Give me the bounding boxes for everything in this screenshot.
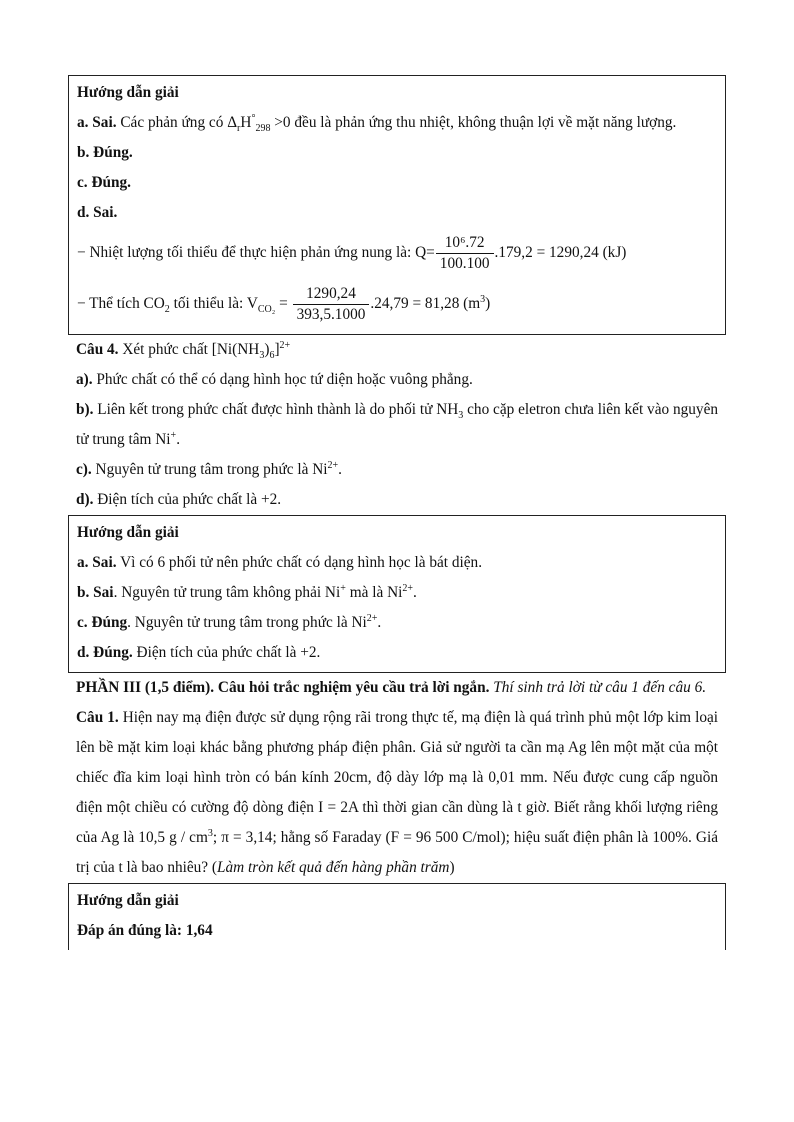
- question-text: ): [449, 859, 455, 876]
- question-text: Xét phức chất [Ni(NH: [118, 341, 260, 358]
- item-text: .: [377, 614, 382, 631]
- question-label: Câu 4.: [76, 341, 119, 358]
- subscript: CO₂: [257, 304, 276, 316]
- solution-item-c: [77, 608, 717, 638]
- option-label: a).: [76, 371, 93, 388]
- option-label: c).: [76, 461, 92, 478]
- solution-header: Hướng dẫn giải: [77, 892, 179, 909]
- question-1: [68, 703, 726, 883]
- formula-result: .24,79 = 81,28 (m: [370, 295, 481, 313]
- item-label: b. Sai: [77, 584, 114, 601]
- fraction-denominator: 393,5.1000: [296, 306, 366, 323]
- item-label: d. Đúng.: [77, 644, 133, 661]
- item-text: . Nguyên tử trung tâm không phải Ni: [113, 584, 341, 601]
- superscript: 2+: [279, 339, 291, 351]
- superscript: 2+: [327, 459, 339, 471]
- question-text: ): [264, 341, 270, 358]
- solution-item-b: [77, 578, 717, 608]
- item-label: c. Đúng: [77, 614, 128, 631]
- part-instruction: Thí sinh trả lời từ câu 1 đến câu 6.: [489, 679, 707, 696]
- option-text: Liên kết trong phức chất được hình thành là do phối tử NH: [93, 401, 459, 418]
- part-3-heading: [68, 673, 726, 703]
- question-text: Hiện nay mạ điện được sử dụng rộng rãi trong thực tế, mạ điện là quá trình phủ một lớp kim loại lên bề mặt kim loại khác bằng phương pháp điện phân. Giả sử người ta cần mạ Ag lên một mặt của một chiếc đĩa kim loại hình tròn có bán kính 20cm, độ dày lớp mạ là 0,01 mm. Nếu được cung cấp nguồn điện một chiều có cường độ dòng điện I = 2A thì thời gian cần dùng là t giờ. Biết rằng khối lượng riêng của Ag là 10,5 g / cm: [76, 709, 719, 846]
- item-text: Vì có 6 phối tử nên phức chất có dạng hình học là bát diện.: [116, 554, 483, 571]
- superscript: 2+: [402, 582, 414, 594]
- subscript: r: [237, 123, 241, 135]
- equals-sign: =: [275, 295, 292, 313]
- part-title: PHẦN III (1,5 điểm). Câu hỏi trắc nghiệm yêu cầu trả lời ngắn.: [76, 679, 490, 696]
- subscript: 298: [255, 123, 271, 135]
- formula-text: ): [485, 295, 491, 313]
- fraction-denominator: 100.100: [439, 255, 490, 272]
- item-text: Điện tích của phức chất là +2.: [132, 644, 321, 661]
- item-text: . Nguyên tử trung tâm trong phức là Ni: [127, 614, 367, 631]
- item-text: Các phản ứng có Δ: [116, 114, 238, 131]
- question-text: ]: [274, 341, 280, 358]
- solution-item-a: [77, 108, 717, 138]
- option-label: b).: [76, 401, 94, 418]
- solution-item-d: d. Sai.: [77, 204, 118, 221]
- option-label: d).: [76, 491, 94, 508]
- question-title: [76, 335, 718, 365]
- option-text: Nguyên tử trung tâm trong phức là Ni: [91, 461, 328, 478]
- formula-text: − Nhiệt lượng tối thiểu để thực hiện phản ứng nung là: Q=: [77, 244, 435, 262]
- item-text: .: [413, 584, 417, 601]
- solution-box-3: [68, 883, 726, 950]
- superscript: 2+: [366, 612, 378, 624]
- rounding-note: Làm tròn kết quả đến hàng phần trăm: [217, 859, 450, 876]
- option-text: .: [338, 461, 342, 478]
- solution-box-2: [68, 515, 726, 673]
- question-option-c: [76, 455, 718, 485]
- option-text: Điện tích của phức chất là +2.: [93, 491, 282, 508]
- question-body: [76, 703, 718, 883]
- superscript: 3: [480, 293, 486, 305]
- item-text: mà là Ni: [345, 584, 403, 601]
- option-text: Phức chất có thể có dạng hình học tứ diện hoặc vuông phẳng.: [92, 371, 473, 388]
- enthalpy-symbol: H: [240, 114, 252, 131]
- page-content: [68, 75, 726, 950]
- subscript: 3: [458, 410, 464, 422]
- superscript: 3: [207, 827, 213, 839]
- question-4: [68, 335, 726, 515]
- solution-header: Hướng dẫn giải: [77, 84, 179, 101]
- volume-fraction: [293, 285, 370, 324]
- subscript: 6: [269, 350, 275, 362]
- solution-item-a: [77, 548, 717, 578]
- solution-item-d: [77, 638, 717, 668]
- item-label: a. Sai.: [77, 114, 117, 131]
- superscript: +: [170, 429, 177, 441]
- solution-item-c: c. Đúng.: [77, 174, 131, 191]
- formula-text: tối thiểu là: V: [169, 295, 258, 313]
- fraction-numerator: 1290,24: [293, 285, 370, 305]
- option-text: .: [176, 431, 181, 448]
- superscript: °: [251, 112, 256, 124]
- solution-box-1: [68, 75, 726, 335]
- option-text: cho cặp eletron chưa liên kết vào nguyên tử trung tâm Ni: [76, 401, 719, 448]
- question-option-b: [76, 395, 718, 455]
- solution-header: Hướng dẫn giải: [77, 524, 179, 541]
- question-option-a: [76, 365, 718, 395]
- part-heading-text: [76, 673, 718, 703]
- item-label: a. Sai.: [77, 554, 117, 571]
- question-text: ; π = 3,14; hằng số Faraday (F = 96 500 C/mol); hiệu suất điện phân là 100%. Giá trị của t là bao nhiêu? (: [76, 829, 719, 876]
- superscript: +: [340, 582, 346, 594]
- heat-formula: [77, 228, 717, 279]
- fraction-numerator: 10⁶.72: [436, 234, 494, 254]
- solution-item-b: b. Đúng.: [77, 144, 133, 161]
- subscript: 3: [259, 350, 265, 362]
- question-label: Câu 1.: [76, 709, 119, 726]
- subscript: 2: [164, 304, 170, 316]
- answer-line: Đáp án đúng là: 1,64: [77, 922, 213, 939]
- question-option-d: [76, 485, 718, 515]
- volume-formula: [77, 279, 717, 330]
- item-text: >0 đều là phản ứng thu nhiệt, không thuận lợi về mặt năng lượng.: [270, 114, 677, 131]
- formula-result: .179,2 = 1290,24 (kJ): [494, 244, 627, 262]
- formula-text: − Thể tích CO: [77, 295, 165, 313]
- heat-fraction: [436, 234, 494, 273]
